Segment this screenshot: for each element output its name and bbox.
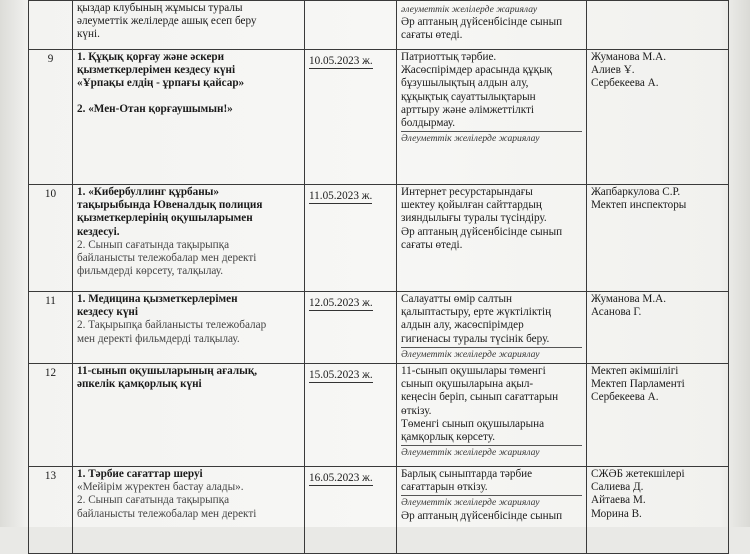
event-line: 1. Медицина қызметкерлерімен xyxy=(77,293,238,305)
responsible-cell xyxy=(587,50,729,185)
event-line: әлеуметтік желілерде ашық есеп беру xyxy=(77,15,257,28)
description-line: Әр аптаның дүйсенбісінде сынып xyxy=(401,225,563,238)
event-slogan: «Ұрпақы елдің - ұрпағы қайсар» xyxy=(77,77,245,90)
publish-note: Әлеуметтік желілерде жариялау xyxy=(401,347,582,361)
responsible-cell xyxy=(587,364,729,467)
description-line: бұзушылықтың алдын алу, xyxy=(401,77,529,90)
event-line: әпкелік қамқорлық күні xyxy=(77,378,202,391)
description-line: қалыптастыру, ерте жүктіліктің xyxy=(401,306,552,319)
event-date: 15.05.2023 ж. xyxy=(309,369,373,383)
description-line: шектеу қойылған сайттардың xyxy=(401,199,542,212)
row-number: 12 xyxy=(29,364,73,467)
events-table xyxy=(28,0,729,554)
responsible-person: Морина В. xyxy=(591,507,642,520)
description-cell xyxy=(397,292,587,364)
description-line: Төменгі сынып оқушыларына xyxy=(401,417,545,430)
description-line: Барлық сыныптарда тәрбие xyxy=(401,468,533,481)
description-line: құқықтық сауаттылықтарын xyxy=(401,90,536,103)
description-cell xyxy=(397,467,587,554)
responsible-person: Жуманова М.А. xyxy=(591,51,666,63)
date-cell xyxy=(305,467,397,554)
event-date: 11.05.2023 ж. xyxy=(309,190,372,204)
description-line: Әр аптаның дүйсенбісінде сынып xyxy=(401,16,563,29)
event-line: 2. «Мен-Отан қорғаушымын!» xyxy=(77,102,233,115)
publish-note: Әлеуметтік желілерде жариялау xyxy=(401,131,582,145)
event-line: 2. Сынып сағатында тақырыпқа xyxy=(77,238,230,251)
event-line: байланысты тележобалар мен деректі xyxy=(77,252,257,265)
description-line: Интернет ресурстарындағы xyxy=(401,186,533,198)
event-line: қызметкерлерінің оқушыларымен xyxy=(77,212,253,225)
event-cell xyxy=(73,50,305,185)
description-line: зияндылығы туралы түсіндіру. xyxy=(401,212,547,225)
description-line: Жасөспірімдер арасында құқық xyxy=(401,64,553,77)
responsible-person: Жапбаркулова С.Р. xyxy=(591,186,681,198)
responsible-person: Асанова Г. xyxy=(591,306,642,319)
event-line: тақырыбында Ювеналдық полиция xyxy=(77,199,263,212)
responsible-person: Сербекеева А. xyxy=(591,391,659,404)
responsible-person: Салиева Д. xyxy=(591,481,644,494)
description-line: кеңесін беріп, сынып сағаттарын xyxy=(401,391,559,404)
responsible-person: Мектеп әкімшілігі xyxy=(591,365,679,378)
event-cell xyxy=(73,185,305,292)
description-line: сағаттарын өткізу. xyxy=(401,481,488,494)
description-line: Әр аптаның дүйсенбісінде сынып xyxy=(401,509,563,522)
description-line: алдын алу, жасөспірімдер xyxy=(401,319,524,332)
event-line: қызметкерлерімен кездесу күні xyxy=(77,64,236,77)
description-line: өткізу. xyxy=(401,404,432,417)
description-line: 11-сынып оқушылары төменгі xyxy=(401,365,546,378)
responsible-cell xyxy=(587,467,729,554)
event-line: 1. «Кибербуллинг құрбаны» xyxy=(77,186,220,198)
event-line: қыздар клубының жұмысы туралы xyxy=(77,2,243,14)
row-number xyxy=(29,1,73,50)
event-line: фильмдерді көрсету, талқылау. xyxy=(77,265,224,278)
description-line: сағаты өтеді. xyxy=(401,238,463,251)
row-number: 10 xyxy=(29,185,73,292)
date-cell xyxy=(305,185,397,292)
event-line: байланысты тележобалар мен деректі xyxy=(77,507,257,520)
date-cell xyxy=(305,364,397,467)
responsible-person: Мектеп Парламенті xyxy=(591,378,685,391)
event-line: күні. xyxy=(77,28,100,41)
responsible-cell xyxy=(587,292,729,364)
responsible-cell xyxy=(587,1,729,50)
description-cell xyxy=(397,185,587,292)
description-line: Салауатты өмір салтын xyxy=(401,293,513,305)
description-line: болдырмау. xyxy=(401,117,456,130)
date-cell xyxy=(305,1,397,50)
event-line: «Мейірім жүректен бастау алады». xyxy=(77,481,244,494)
row-number: 13 xyxy=(29,467,73,554)
event-line: 11-сынып оқушыларының ағалық, xyxy=(77,365,258,378)
event-line: 2. Тақырыпқа байланысты тележобалар xyxy=(77,319,267,332)
description-line: Патриоттық тәрбие. xyxy=(401,51,497,63)
description-cell xyxy=(397,50,587,185)
responsible-cell xyxy=(587,185,729,292)
publish-note: Әлеуметтік желілерде жариялау xyxy=(401,495,582,509)
table-row xyxy=(29,1,729,50)
responsible-person: Мектеп инспекторы xyxy=(591,199,687,212)
description-line: сағаты өтеді. xyxy=(401,29,463,42)
description-line: сынып оқушыларына ақыл- xyxy=(401,378,534,391)
table-row xyxy=(29,364,729,467)
event-line: кездесуі. xyxy=(77,225,120,238)
table-row xyxy=(29,185,729,292)
publish-note: Әлеуметтік желілерде жариялау xyxy=(401,445,582,459)
row-number: 11 xyxy=(29,292,73,364)
table-row xyxy=(29,292,729,364)
responsible-person: СЖӘБ жетекшілері xyxy=(591,468,685,481)
responsible-person: Айтаева М. xyxy=(591,494,646,507)
responsible-person: Алиев Ұ. xyxy=(591,64,635,77)
event-cell xyxy=(73,364,305,467)
responsible-person: Сербекеева А. xyxy=(591,77,659,90)
event-line: 2. Сынып сағатында тақырыпқа xyxy=(77,494,230,507)
event-cell xyxy=(73,1,305,50)
description-line: арттыру және әлімжеттілкті xyxy=(401,103,535,116)
description-cell xyxy=(397,364,587,467)
event-line: 1. Тәрбие сағаттар шеруі xyxy=(77,468,203,481)
description-line: қамқорлық көрсету. xyxy=(401,431,495,444)
event-date: 10.05.2023 ж. xyxy=(309,55,373,69)
date-cell xyxy=(305,50,397,185)
event-line: кездесу күні xyxy=(77,306,138,319)
event-date: 12.05.2023 ж. xyxy=(309,297,373,311)
event-line: 1. Құқық қорғау және әскери xyxy=(77,51,225,63)
table-row xyxy=(29,50,729,185)
event-line: мен деректі фильмдерді талқылау. xyxy=(77,332,240,345)
publish-note: әлеуметтік желілерде жариялау xyxy=(401,4,538,15)
table-row xyxy=(29,467,729,554)
row-number: 9 xyxy=(29,50,73,185)
responsible-person: Жуманова М.А. xyxy=(591,293,666,305)
description-line: гигиенасы туралы түсінік беру. xyxy=(401,332,550,345)
event-cell xyxy=(73,467,305,554)
event-cell xyxy=(73,292,305,364)
event-date: 16.05.2023 ж. xyxy=(309,472,373,486)
description-cell xyxy=(397,1,587,50)
date-cell xyxy=(305,292,397,364)
